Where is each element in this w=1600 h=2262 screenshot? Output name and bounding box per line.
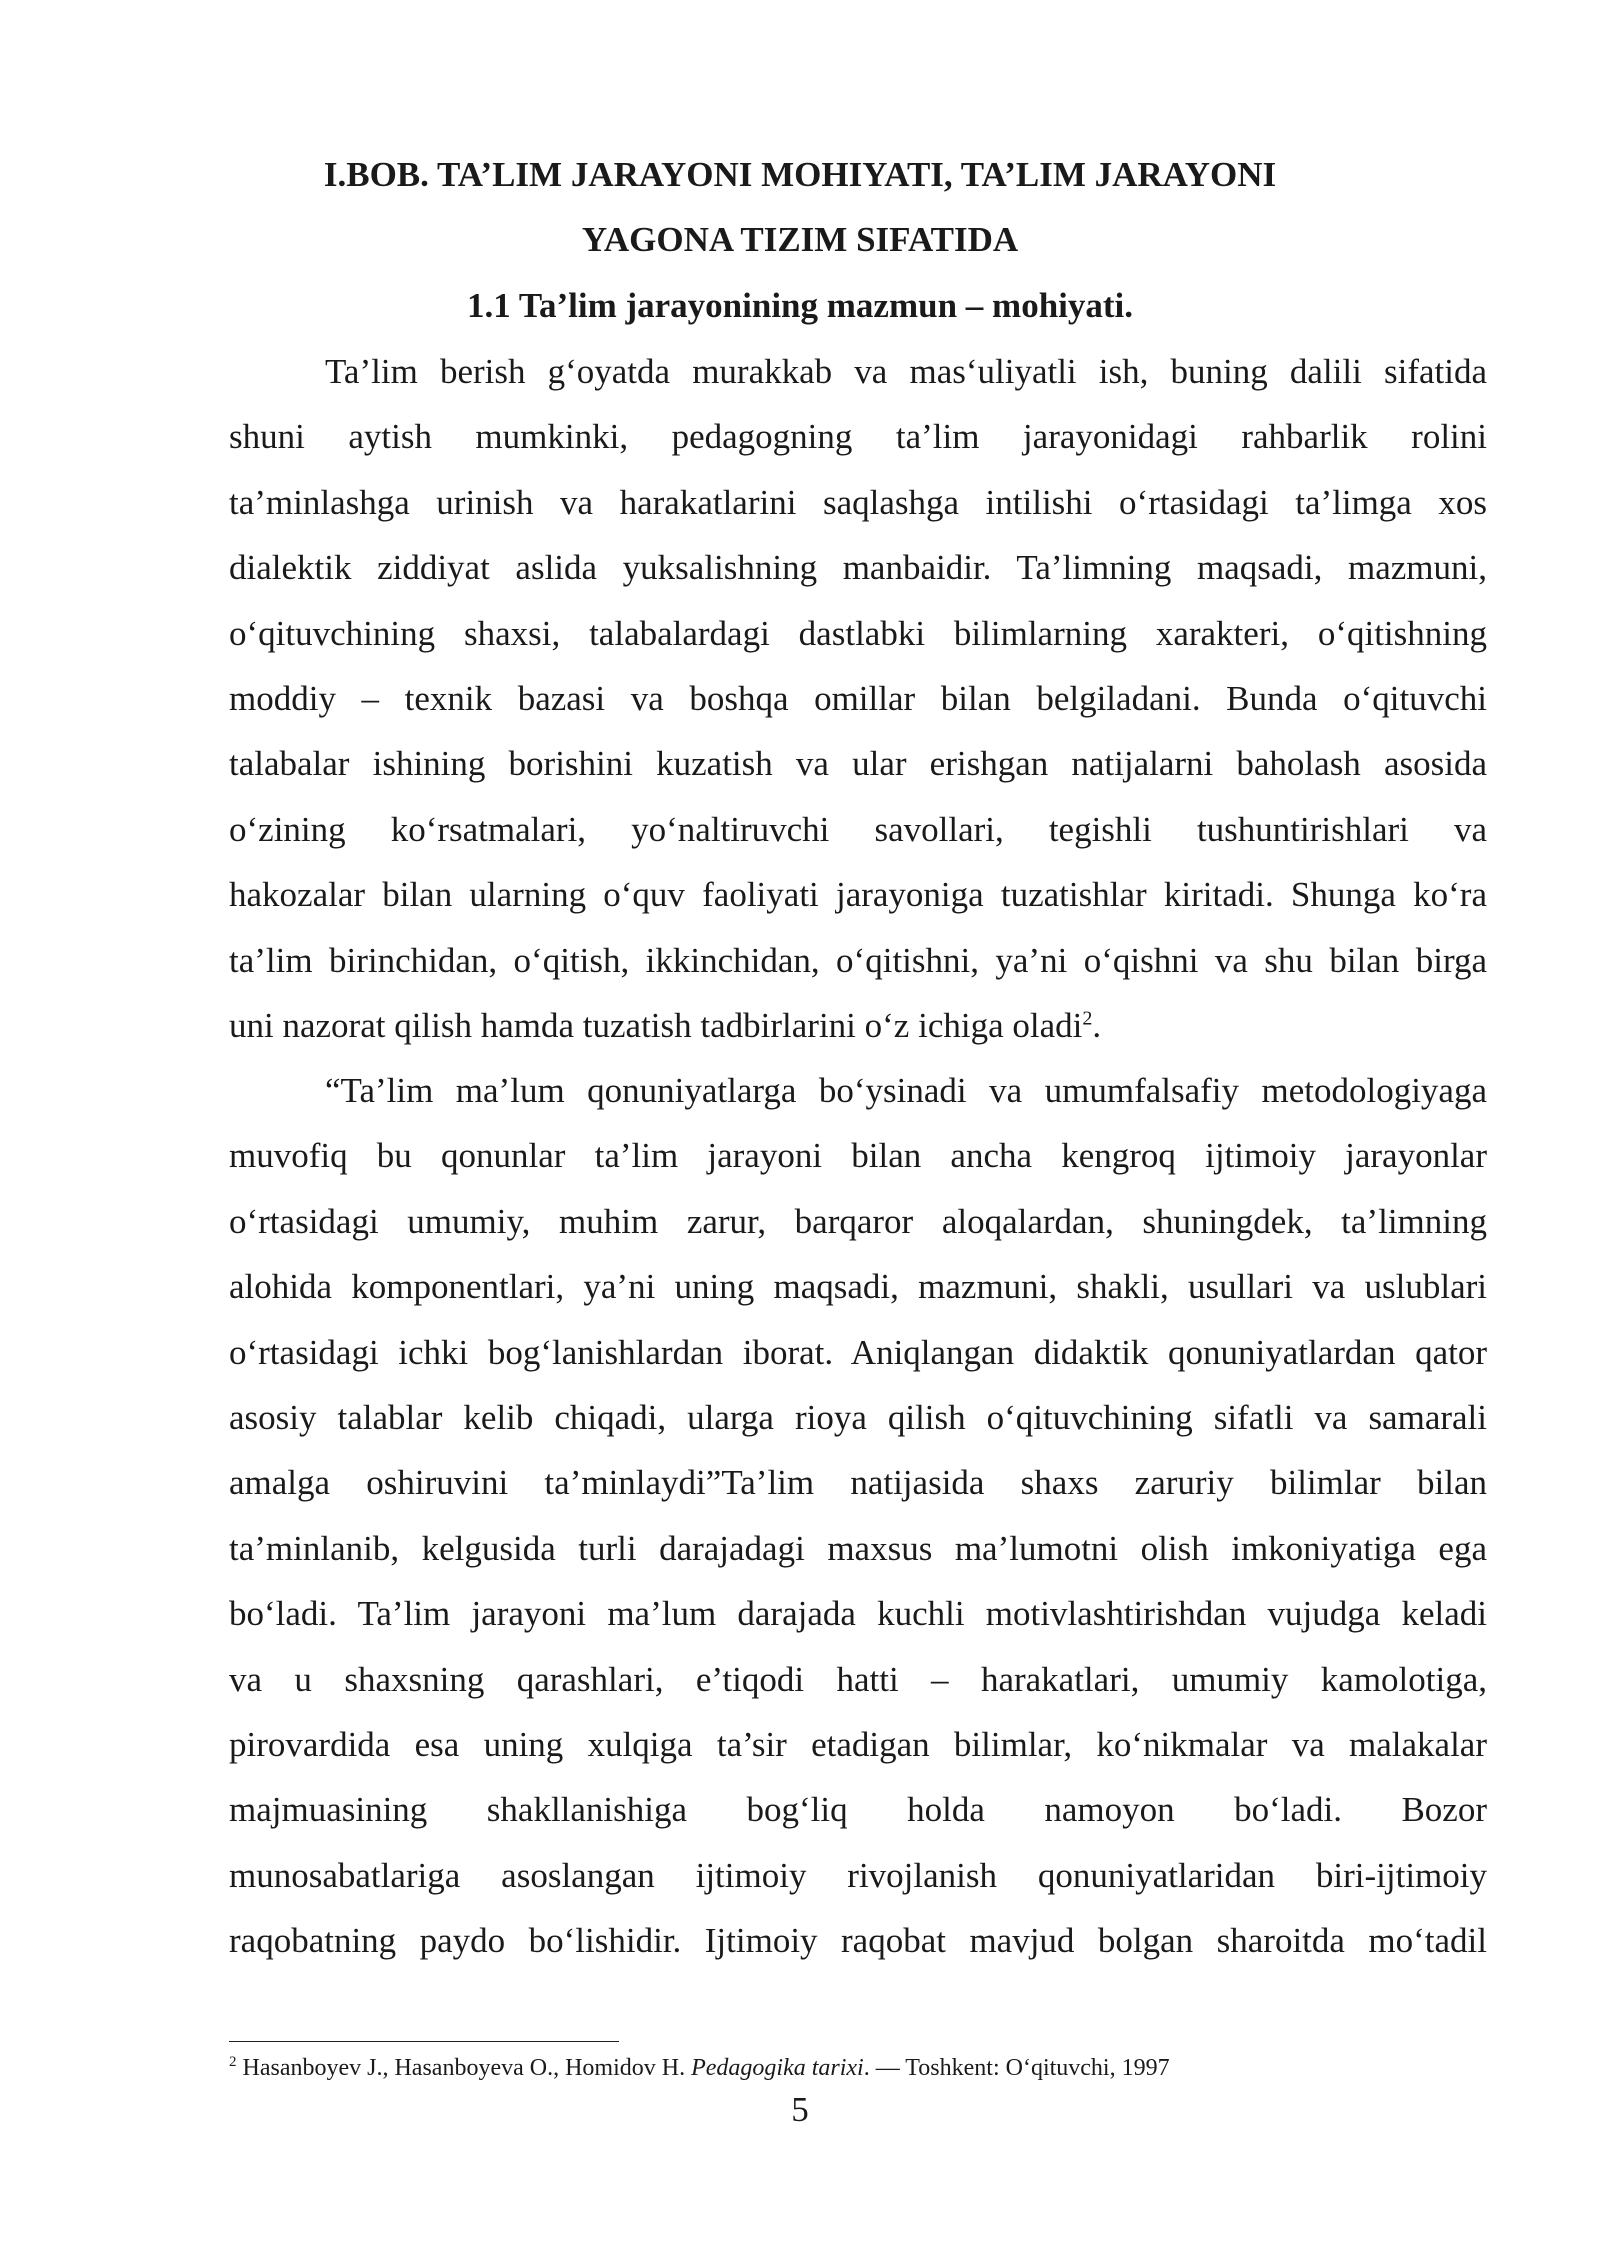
paragraph-line: Ta’lim berish g‘oyatda murakkab va mas‘uliyatli ish, buning dalili sifatida	[325, 352, 1487, 391]
paragraph-line: moddiy – texnik bazasi va boshqa omillar bilan belgiladani. Bunda o‘qituvchi	[229, 678, 1487, 718]
paragraph-line: bo‘ladi. Ta’lim jarayoni ma’lum darajada kuchli motivlashtirishdan vujudga keladi	[229, 1594, 1487, 1634]
paragraph-line: dialektik ziddiyat aslida yuksalishning manbaidir. Ta’limning maqsadi, mazmuni,	[229, 548, 1487, 588]
section-title: 1.1 Ta’lim jarayonining mazmun – mohiyati.	[466, 286, 1134, 325]
paragraph-line: ta’minlashga urinish va harakatlarini saqlashga intilishi o‘rtasidagi ta’limga xos	[229, 482, 1487, 522]
paragraph-line: alohida komponentlari, ya’ni uning maqsadi, mazmuni, shakli, usullari va uslublari	[229, 1267, 1487, 1307]
paragraph-line: pirovardida esa uning xulqiga ta’sir etadigan bilimlar, ko‘nikmalar va malakalar	[229, 1724, 1487, 1764]
paragraph-line: ta’lim birinchidan, o‘qitish, ikkinchidan, o‘qitishni, ya’ni o‘qishni va shu bilan birga	[229, 940, 1487, 980]
paragraph-line-text: uni nazorat qilish hamda tuzatish tadbirlarini o‘z ichiga oladi	[229, 1005, 1083, 1045]
paragraph-line: o‘rtasidagi umumiy, muhim zarur, barqaror aloqalardan, shuningdek, ta’limning	[229, 1201, 1487, 1241]
chapter-title-line-2: YAGONA TIZIM SIFATIDA	[581, 220, 1019, 259]
footnote-separator	[229, 2041, 619, 2042]
paragraph-2	[229, 1058, 1487, 1973]
chapter-title-line-1: I.BOB. TA’LIM JARAYONI MOHIYATI, TA’LIM JARAYONI	[323, 155, 1277, 194]
page-number: 5	[791, 2090, 809, 2129]
paragraph-line: talabalar ishining borishini kuzatish va ular erishgan natijalarni baholash asosida	[229, 744, 1487, 784]
paragraph-line: amalga oshiruvini ta’minlaydi”Ta’lim natijasida shaxs zaruriy bilimlar bilan	[229, 1463, 1487, 1503]
paragraph-line: shuni aytish mumkinki, pedagogning ta’lim jarayonidagi rahbarlik rolini	[229, 417, 1487, 457]
footnote-authors: Hasanboyev J., Hasanboyeva O., Homidov H.	[242, 2055, 692, 2081]
sentence-end-punctuation: .	[1092, 1005, 1102, 1045]
paragraph-line: va u shaxsning qarashlari, e’tiqodi hatti – harakatlari, umumiy kamolotiga,	[229, 1659, 1487, 1699]
paragraph-1	[229, 339, 1487, 1058]
paragraph-last-line	[229, 993, 1487, 1058]
paragraph-line: munosabatlariga asoslangan ijtimoiy rivojlanish qonuniyatlaridan biri-ijtimoiy	[229, 1855, 1487, 1895]
paragraph-line: ta’minlanib, kelgusida turli darajadagi maxsus ma’lumotni olish imkoniyatiga ega	[229, 1528, 1487, 1568]
footnote-title: Pedagogika tarixi	[691, 2055, 864, 2081]
footnote	[229, 2052, 1487, 2084]
paragraph-line: o‘qituvchining shaxsi, talabalardagi dastlabki bilimlarning xarakteri, o‘qitishning	[229, 613, 1487, 653]
paragraph-line: majmuasining shakllanishiga bog‘liq holda namoyon bo‘ladi. Bozor	[229, 1790, 1487, 1830]
paragraph-line: raqobatning paydo bo‘lishidir. Ijtimoiy raqobat mavjud bolgan sharoitda mo‘tadil	[229, 1921, 1487, 1961]
paragraph-line: o‘rtasidagi ichki bog‘lanishlardan iborat. Aniqlangan didaktik qonuniyatlardan qator	[229, 1332, 1487, 1372]
footnote-number: 2	[229, 2054, 237, 2070]
paragraph-line: “Ta’lim ma’lum qonuniyatlarga bo‘ysinadi va umumfalsafiy metodologiyaga	[325, 1071, 1487, 1110]
footnote-reference[interactable]: 2	[1082, 1007, 1093, 1030]
paragraph-line: o‘zining ko‘rsatmalari, yo‘naltiruvchi savollari, tegishli tushuntirishlari va	[229, 809, 1487, 849]
footnote-publication: . — Toshkent: O‘qituvchi, 1997	[863, 2055, 1170, 2081]
paragraph-line: muvofiq bu qonunlar ta’lim jarayoni bilan ancha kengroq ijtimoiy jarayonlar	[229, 1136, 1487, 1176]
paragraph-line: asosiy talablar kelib chiqadi, ularga rioya qilish o‘qituvchining sifatli va samarali	[229, 1397, 1487, 1437]
paragraph-line: hakozalar bilan ularning o‘quv faoliyati jarayoniga tuzatishlar kiritadi. Shunga ko‘ra	[229, 875, 1487, 915]
